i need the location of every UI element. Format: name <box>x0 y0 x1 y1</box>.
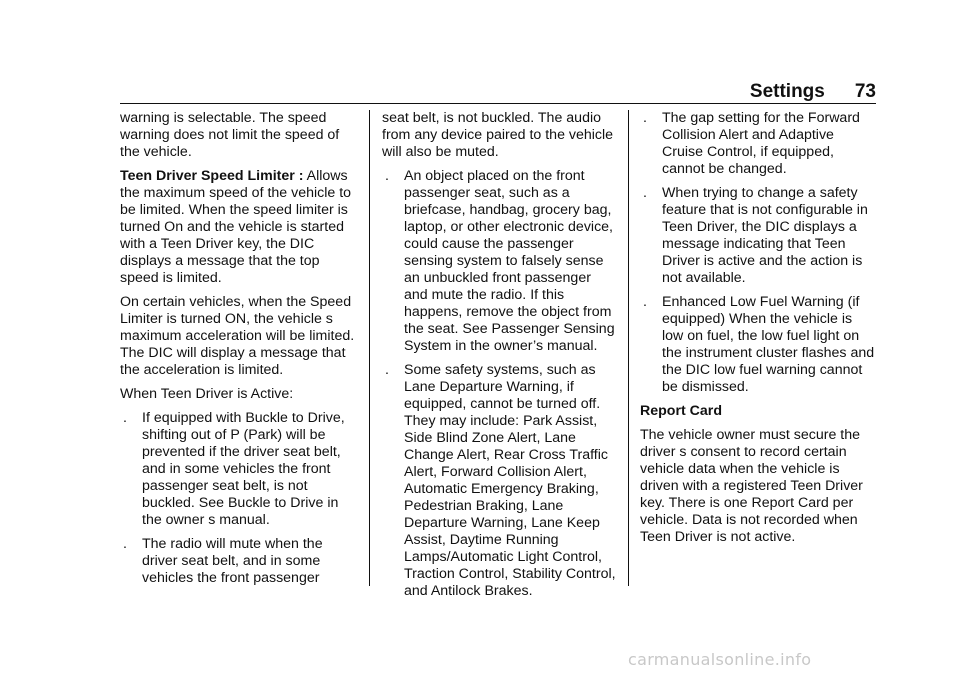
paragraph: The vehicle owner must secure the driver s consent to record certain vehicle data when the vehicle is driven with a registered Teen Driver key. There is one Report Card per vehicle. Data is not recorded when Teen Driver is not active. <box>640 427 863 545</box>
list-item <box>640 185 876 287</box>
list-item-text: The radio will mute when the driver seat belt, and in some vehicles the front passenger <box>142 536 323 586</box>
list-item-text: The gap setting for the Forward Collision Alert and Adaptive Cruise Control, if equipped, cannot be changed. <box>662 110 860 177</box>
column-3 <box>640 110 876 553</box>
list-item <box>382 362 618 600</box>
bullet-marker: . <box>643 294 647 310</box>
list-item <box>120 536 356 587</box>
paragraph: When Teen Driver is Active: <box>120 386 294 402</box>
column-2 <box>382 110 618 607</box>
list-item-text: Some safety systems, such as Lane Departure Warning, if equipped, cannot be turned off. They may include: Park Assist, Side Blind Zone Alert, Lane Change Alert, Rear Cross Traffic Alert, Forward Collision Alert, Automatic Emergency Braking, Pedestrian Braking, Lane Departure Warning, Lane Keep Assist, Daytime Running Lamps/Automatic Light Control, Traction Control, Stability Control, and Antilock Brakes. <box>404 362 616 599</box>
bullet-marker: . <box>123 536 127 552</box>
watermark: carmanualsonline.info <box>628 650 812 669</box>
list-item <box>382 168 618 355</box>
bullet-marker: . <box>123 410 127 426</box>
list-item-text: If equipped with Buckle to Drive, shifting out of P (Park) will be prevented if the driver seat belt, and in some vehicles the front passenger seat belt, is not buckled. See Buckle to Drive in the owner s manual. <box>142 410 345 528</box>
section-heading: Report Card <box>640 403 722 419</box>
bullet-marker: . <box>643 110 647 126</box>
paragraph: seat belt, is not buckled. The audio from any device paired to the vehicle will also be muted. <box>382 110 614 160</box>
header-rule <box>120 103 876 104</box>
term-text: Allows the maximum speed of the vehicle to be limited. When the speed limiter is turned On and the vehicle is started with a Teen Driver key, the DIC displays a message that the top speed is limited. <box>120 168 352 286</box>
column-divider-1 <box>369 110 370 586</box>
paragraph <box>120 168 356 287</box>
list-item-text: An object placed on the front passenger seat, such as a briefcase, handbag, grocery bag, laptop, or other electronic device, could cause the passenger sensing system to falsely sense an unbuckled front passenger and mute the radio. If this happens, remove the object from the seat. See Passenger Sensing System in the owner’s manual. <box>404 168 615 354</box>
list-item <box>120 410 356 529</box>
section-title: Settings <box>749 81 825 102</box>
term-heading: Teen Driver Speed Limiter : <box>120 168 304 184</box>
column-1 <box>120 110 356 594</box>
bullet-marker: . <box>385 168 389 184</box>
paragraph: warning is selectable. The speed warning does not limit the speed of the vehicle. <box>120 110 340 160</box>
list-item <box>640 294 876 396</box>
bullet-marker: . <box>643 185 647 201</box>
list-item <box>640 110 876 178</box>
paragraph: On certain vehicles, when the Speed Limiter is turned ON, the vehicle s maximum acceleration will be limited. The DIC will display a message that the acceleration is limited. <box>120 294 355 378</box>
column-divider-2 <box>628 110 629 586</box>
bullet-marker: . <box>385 362 389 378</box>
list-item-text: When trying to change a safety feature that is not configurable in Teen Driver, the DIC displays a message indicating that Teen Driver is active and the action is not available. <box>662 185 868 286</box>
page-number: 73 <box>854 81 876 102</box>
list-item-text: Enhanced Low Fuel Warning (if equipped) When the vehicle is low on fuel, the low fuel light on the instrument cluster flashes and the DIC low fuel warning cannot be dismissed. <box>662 294 875 395</box>
page-header <box>120 80 876 104</box>
